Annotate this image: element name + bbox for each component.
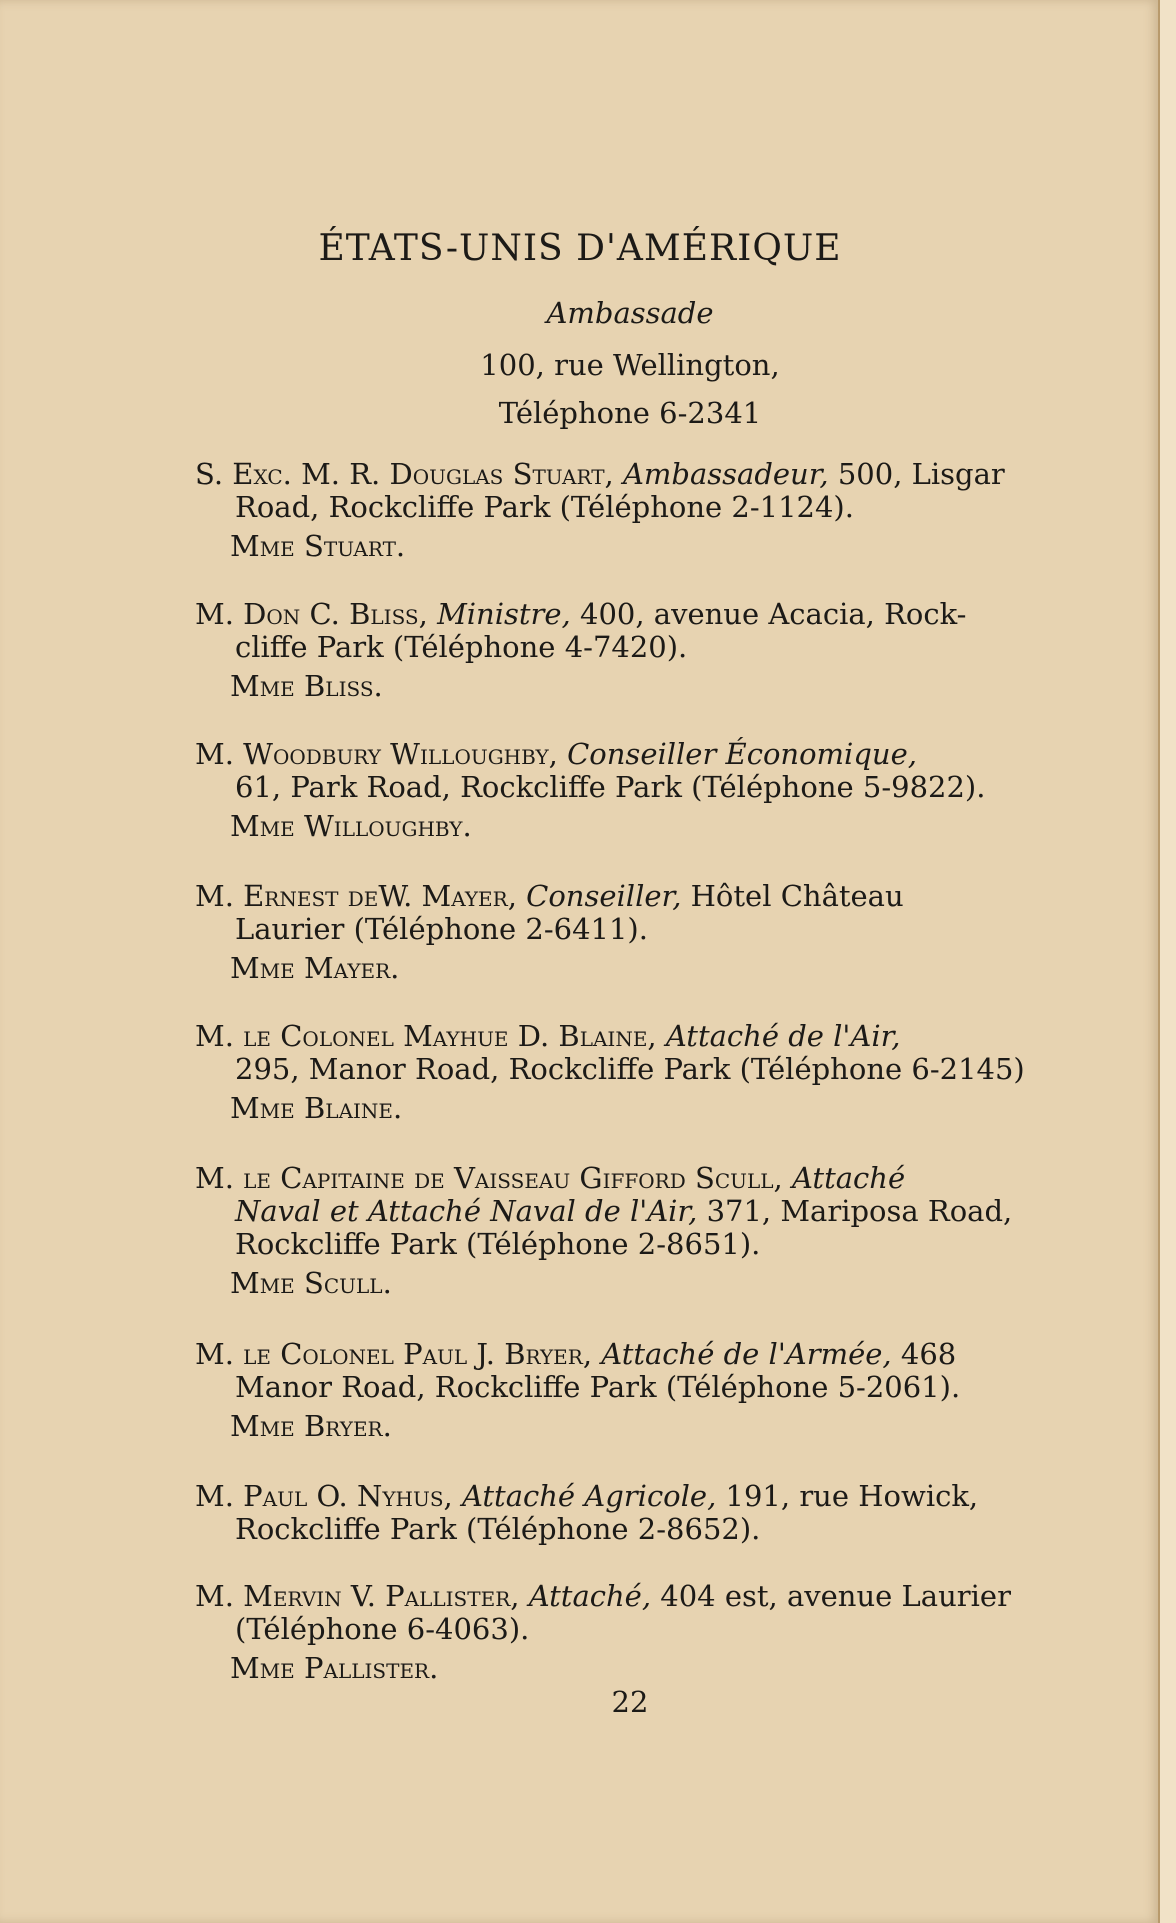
entry-address: 500, Lisgar [837,457,1005,491]
list-item [195,738,1100,843]
entry-address-cont: (Téléphone 6-4063). [235,1612,530,1646]
entry-spouse: Mme Stuart. [230,529,406,563]
entry-address: Hôtel Château [690,879,904,913]
entry-address-cont: 61, Park Road, Rockcliffe Park (Téléphone 5-9822). [235,770,986,804]
entry-address-cont: Road, Rockcliffe Park (Téléphone 2-1124). [235,490,854,524]
entry-role: Ministre, [437,597,571,631]
entry-spouse: Mme Blaine. [230,1091,403,1125]
list-item [195,458,1100,563]
entry-name: M. le Capitaine de Vaisseau Gifford Scull, [195,1161,783,1195]
entry-address: 400, avenue Acacia, Rock- [580,597,967,631]
entry-role: Attaché de l'Armée, [601,1337,892,1371]
entry-role: Conseiller, [526,879,682,913]
entry-address-cont: Manor Road, Rockcliffe Park (Téléphone 5-2061). [235,1370,961,1404]
entry-name: M. le Colonel Mayhue D. Blaine, [195,1019,657,1053]
entry-role: Ambassadeur, [622,457,829,491]
list-item [195,1162,1100,1300]
entry-role: Attaché Agricole, [461,1479,717,1513]
entry-role: Conseiller Économique, [567,737,917,771]
list-item [195,1020,1100,1125]
entry-address: 371, Mariposa Road, [706,1194,1013,1228]
list-item [195,880,1100,985]
entry-role: Attaché de l'Air, [665,1019,901,1053]
entry-address: 468 [900,1337,957,1371]
page-edge [1158,0,1176,1923]
entry-role-cont: Naval et Attaché Naval de l'Air, [235,1194,698,1228]
entry-name: M. le Colonel Paul J. Bryer, [195,1337,593,1371]
entry-address-cont: 295, Manor Road, Rockcliffe Park (Téléphone 6-2145) [235,1052,1025,1086]
entry-name: M. Paul O. Nyhus, [195,1479,453,1513]
entry-address-cont: Laurier (Téléphone 2-6411). [235,912,648,946]
list-item [195,1480,1100,1546]
entry-name: S. Exc. M. R. Douglas Stuart, [195,457,614,491]
entry-address: 404 est, avenue Laurier [660,1579,1011,1613]
entry-spouse: Mme Mayer. [230,951,400,985]
entry-name: M. Ernest deW. Mayer, [195,879,517,913]
embassy-address: 100, rue Wellington, [480,348,780,382]
entry-name: M. Woodbury Willoughby, [195,737,558,771]
entry-role: Attaché [792,1161,906,1195]
list-item [195,1338,1100,1443]
entry-spouse: Mme Bliss. [230,669,383,703]
list-item [195,598,1100,703]
entry-address-cont: Rockcliffe Park (Téléphone 2-8651). [235,1227,761,1261]
page-title: ÉTATS-UNIS D'AMÉRIQUE [318,228,842,269]
entry-address: 191, rue Howick, [725,1479,979,1513]
entry-address-cont: cliffe Park (Téléphone 4-7420). [235,630,688,664]
entry-spouse: Mme Scull. [230,1266,392,1300]
entry-name: M. Mervin V. Pallister, [195,1579,520,1613]
section-subtitle: Ambassade [546,296,714,330]
entry-spouse: Mme Bryer. [230,1409,392,1443]
entry-name: M. Don C. Bliss, [195,597,428,631]
entry-role: Attaché, [528,1579,652,1613]
entry-spouse: Mme Willoughby. [230,809,472,843]
entry-address-cont: Rockcliffe Park (Téléphone 2-8652). [235,1512,761,1546]
list-item [195,1580,1100,1685]
entry-spouse: Mme Pallister. [230,1651,439,1685]
embassy-phone: Téléphone 6-2341 [498,396,762,430]
page-number: 22 [611,1685,649,1719]
